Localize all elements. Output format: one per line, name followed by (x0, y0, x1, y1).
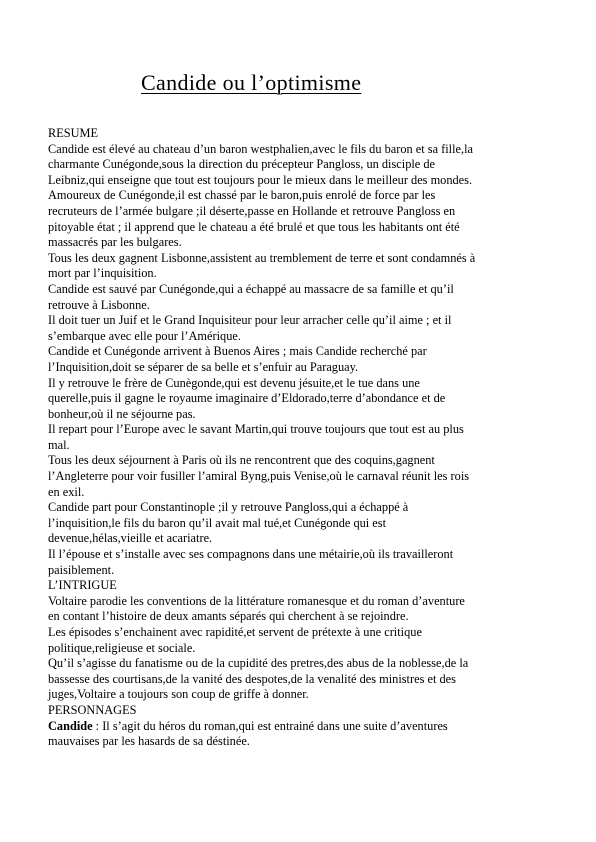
text-line: charmante Cunégonde,sous la direction du précepteur Pangloss, un disciple de (48, 157, 436, 172)
text-line: Candide part pour Constantinople ;il y retrouve Pangloss,qui a échappé à (48, 500, 409, 515)
text-line: Candide est élevé au chateau d’un baron westphalien,avec le fils du baron et sa fille,la (48, 141, 474, 156)
text-line: en contant l’histoire de deux amants séparés qui cherchent à se rejoindre. (48, 609, 409, 624)
text-line: bassesse des courtisans,de la vanité des despotes,de la venalité des ministres et des (48, 671, 456, 686)
text-line: massacrés par les bulgares. (48, 235, 182, 250)
candide-description: : Il s’agit du héros du roman,qui est entrainé dans une suite d’aventures (92, 718, 448, 733)
text-line: Il y retrouve le frère de Cunègonde,qui est devenu jésuite,et le tue dans une (48, 375, 420, 390)
text-line: querelle,puis il gagne le royaume imaginaire d’Eldorado,terre d’abondance et de (48, 391, 446, 406)
text-line: pitoyable état ; il apprend que le chateau a été brulé et que tous les habitants ont été (48, 219, 460, 234)
document-body (48, 126, 548, 750)
text-line: l’inquisition,le fils du baron qu’il avait mal tué,et Cunégonde qui est (48, 515, 387, 530)
text-line: politique,religieuse et sociale. (48, 640, 196, 655)
character-name-candide: Candide (48, 718, 93, 733)
text-line: en exil. (48, 484, 85, 499)
text-line: Candide et Cunégonde arrivent à Buenos Aires ; mais Candide recherché par (48, 344, 427, 359)
text-line: bonheur,où il ne séjourne pas. (48, 406, 196, 421)
text-line: mort par l’inquisition. (48, 266, 157, 281)
page-title: Candide ou l’optimisme (141, 70, 362, 95)
text-line: Tous les deux séjournent à Paris où ils ne rencontrent que des coquins,gagnent (48, 453, 435, 468)
candide-entry (48, 719, 548, 735)
text-line: Voltaire parodie les conventions de la littérature romanesque et du roman d’aventure (48, 593, 465, 608)
text-line: Il doit tuer un Juif et le Grand Inquisiteur pour leur arracher celle qu’il aime ; et il (48, 313, 452, 328)
text-line: l’Angleterre pour voir fusiller l’amiral Byng,puis Venise,où le carnaval réunit les rois (48, 469, 470, 484)
text-line: Leibniz,qui enseigne que tout est toujours pour le mieux dans le meilleur des mondes. (48, 172, 473, 187)
text-line: Qu’il s’agisse du fanatisme ou de la cupidité des pretres,des abus de la noblesse,de la (48, 656, 469, 671)
text-line: retrouve à Lisbonne. (48, 297, 150, 312)
text-line: Tous les deux gagnent Lisbonne,assistent au tremblement de terre et sont condamnés à (48, 250, 476, 265)
text-line: RESUME (48, 126, 99, 140)
text-line: Il l’épouse et s’installe avec ses compagnons dans une métairie,où ils travailleront (48, 547, 454, 562)
text-line: juges,Voltaire a toujours son coup de griffe à donner. (48, 687, 309, 702)
text-line: mal. (48, 437, 70, 452)
candide-description-continued: mauvaises par les hasards de sa déstinée. (48, 734, 250, 749)
text-line: L’INTRIGUE (48, 578, 117, 593)
text-line: Candide est sauvé par Cunégonde,qui a échappé au massacre de sa famille et qu’il (48, 281, 454, 296)
text-line: PERSONNAGES (48, 702, 137, 717)
text-line: recruteurs de l’armée bulgare ;il déserte,passe en Hollande et retrouve Pangloss en (48, 203, 456, 218)
text-line: s’embarque avec elle pour l’Amérique. (48, 328, 241, 343)
text-line: Les épisodes s’enchainent avec rapidité,et servent de prétexte à une critique (48, 625, 422, 639)
text-line: Il repart pour l’Europe avec le savant Martin,qui trouve toujours que tout est au plus (48, 422, 464, 437)
text-line: l’Inquisition,doit se séparer de sa belle et s’enfuir au Paraguay. (48, 359, 359, 374)
text-lines (48, 126, 548, 719)
text-line: devenue,hélas,vieille et acariatre. (48, 531, 213, 546)
text-line: paisiblement. (48, 562, 115, 577)
text-line: Amoureux de Cunégonde,il est chassé par le baron,puis enrolé de force par les (48, 188, 436, 203)
